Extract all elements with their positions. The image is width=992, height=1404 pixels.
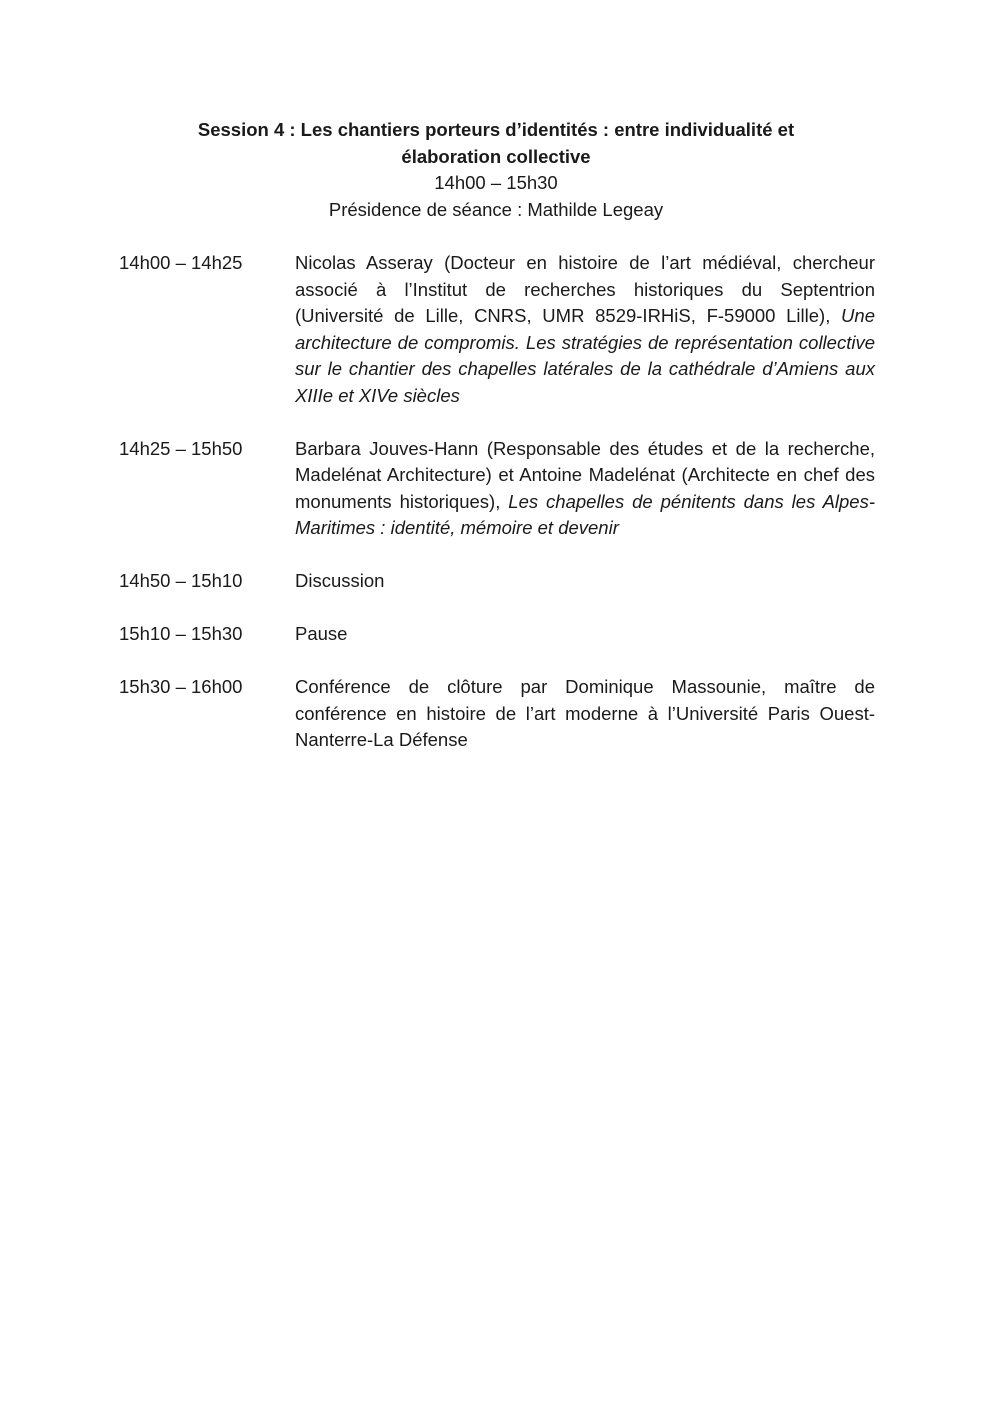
item-text: Pause [295,623,348,644]
session-title: Session 4 : Les chantiers porteurs d’identités : entre individualité et élaboration collective [197,119,795,167]
schedule-content [295,568,875,595]
schedule-list [119,250,875,780]
item-text: Discussion [295,570,385,591]
schedule-row [119,436,875,542]
schedule-time: 15h10 – 15h30 [119,623,243,644]
schedule-time: 14h25 – 15h50 [119,437,243,459]
schedule-time: 14h00 – 14h25 [119,252,243,273]
schedule-time: 15h30 – 16h00 [119,676,243,697]
talk-title: Une architecture de compromis. Les stratégies de représentation collective sur le chantier des chapelles latérales de la cathédrale d’Amiens aux XIIIe et XIVe siècles [295,305,875,406]
schedule-row [119,250,875,409]
talk-title: Les chapelles de pénitents dans les Alpes-Maritimes : identité, mémoire et devenir [295,490,876,538]
schedule-content [295,250,875,409]
schedule-row [119,674,875,754]
session-chair: Présidence de séance : Mathilde Legeay [328,198,664,220]
schedule-content [295,674,875,754]
speaker-text: Nicolas Asseray (Docteur en histoire de l’art médiéval, chercheur associé à l’Institut de recherches historiques du Septentrion (Université de Lille, CNRS, UMR 8529-IRHiS, F-59000 Lille), [295,252,875,326]
session-header [150,117,842,223]
schedule-row [119,568,875,595]
schedule-time: 14h50 – 15h10 [119,570,243,591]
schedule-content [295,436,875,542]
speaker-text: Barbara Jouves-Hann (Responsable des études et de la recherche, Madelénat Architecture) et Antoine Madelénat (Architecte en chef des monuments historiques), [295,437,875,512]
schedule-content [295,621,875,648]
session-time: 14h00 – 15h30 [434,172,558,193]
schedule-row [119,621,875,648]
item-text: Conférence de clôture par Dominique Massounie, maître de conférence en histoire de l’art moderne à l’Université Paris Ouest-Nanterre-La Défense [295,676,875,750]
